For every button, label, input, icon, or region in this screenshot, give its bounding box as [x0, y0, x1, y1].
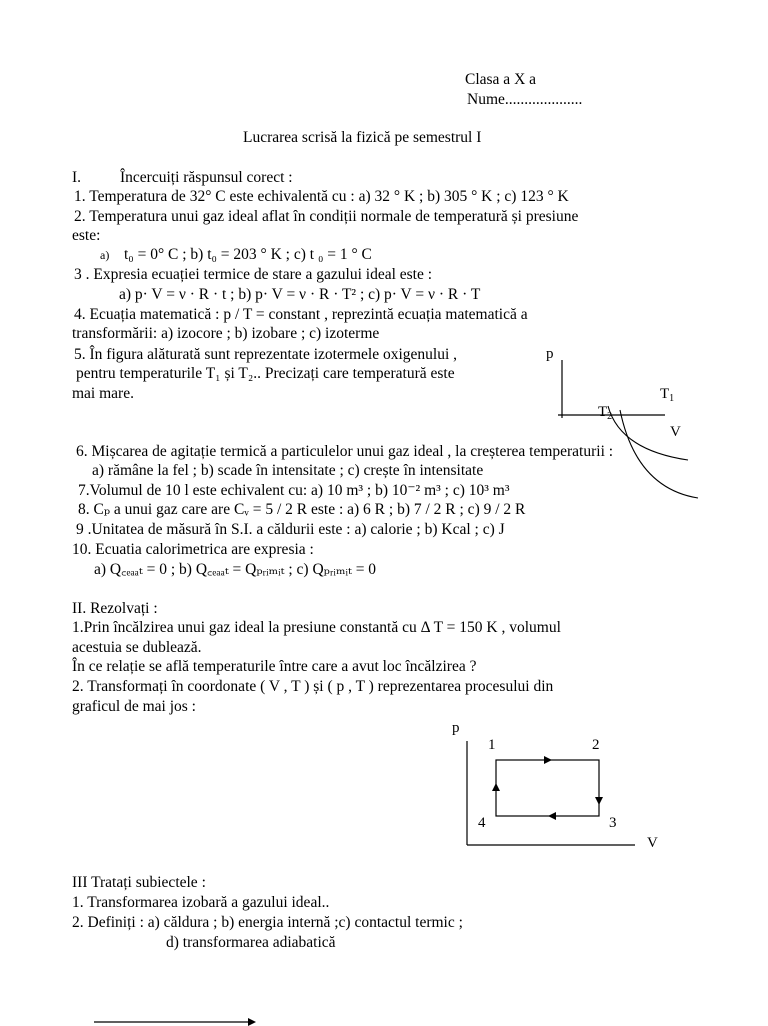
question-7: 7.Volumul de 10 l este echivalent cu: a) 10 m³ ; b) 10⁻² m³ ; c) 10³ m³	[78, 482, 510, 499]
question-5-line-2: pentru temperaturile T₁ și T₂.. Precizați care temperatură este	[76, 365, 455, 382]
question-2-line-2: este:	[72, 227, 101, 244]
fig2-p-axis-label: p	[452, 720, 460, 736]
point-1-label: 1	[488, 737, 496, 753]
point-4-label: 4	[478, 815, 486, 831]
name-label: Nume....................	[467, 91, 583, 108]
page-title: Lucrarea scrisă la fizică pe semestrul I	[243, 129, 482, 146]
class-label: Clasa a X a	[465, 71, 537, 88]
question-2-option-a: a)	[100, 248, 110, 262]
cycle-figure	[440, 715, 680, 855]
arrow-4-1	[492, 783, 500, 791]
question-4-line-2: transformării: a) izocore ; b) izobare ; c) izoterme	[72, 325, 380, 342]
fig1-t1-label: $T_1$	[660, 386, 675, 404]
question-9: 9 .Unitatea de măsură în S.I. a căldurii este : a) calorie ; b) Kcal ; c) J	[76, 521, 505, 538]
part1-heading: Încercuiți răspunsul corect :	[120, 169, 293, 186]
fig1-v-axis-label: V	[670, 424, 681, 440]
point-3-label: 3	[609, 815, 617, 831]
bottom-arrow	[90, 1014, 260, 1026]
isotherms-figure	[540, 340, 720, 500]
subject-2-continued: d) transformarea adiabatică	[166, 934, 336, 951]
question-2-line-1: 2. Temperatura unui gaz ideal aflat în condiții normale de temperatură și presiune	[74, 208, 579, 225]
subject-1: 1. Transformarea izobară a gazului ideal..	[72, 894, 330, 911]
problem-1-line-1: 1.Prin încălzirea unui gaz ideal la presiune constantă cu Δ T = 150 K , volumul	[72, 619, 561, 636]
part2-heading: II. Rezolvați :	[72, 600, 158, 617]
problem-1-line-3: În ce relație se află temperaturile între care a avut loc încălzirea ?	[72, 658, 477, 675]
question-6-line-1: 6. Mișcarea de agitație termică a particulelor unui gaz ideal , la creșterea temperaturii :	[76, 443, 614, 460]
cycle-path	[496, 760, 599, 816]
question-5-line-3: mai mare.	[72, 385, 134, 402]
question-2-options: t₀ = 0° C ; b) t₀ = 203 ° K ; c) t ₀ = 1 ° C	[124, 246, 372, 263]
problem-2-line-1: 2. Transformați în coordonate ( V , T ) și ( p , T ) reprezentarea procesului din	[72, 678, 554, 695]
point-2-label: 2	[592, 737, 600, 753]
fig1-t2-label: $T_2$	[598, 404, 613, 422]
part1-heading-num: I.	[72, 169, 82, 186]
question-8: 8. Cₚ a unui gaz care are Cᵥ = 5 / 2 R este : a) 6 R ; b) 7 / 2 R ; c) 9 / 2 R	[78, 501, 526, 518]
subject-2: 2. Definiți : a) căldura ; b) energia internă ;c) contactul termic ;	[72, 914, 463, 931]
fig1-p-axis-label: p	[546, 346, 554, 362]
question-6-line-2: a) rămâne la fel ; b) scade în intensitate ; c) crește în intensitate	[92, 462, 484, 479]
isotherm-t1	[620, 410, 698, 498]
question-1: 1. Temperatura de 32° C este echivalentă cu : a) 32 ° K ; b) 305 ° K ; c) 123 ° K	[74, 188, 569, 205]
problem-1-line-2: acestuia se dublează.	[72, 639, 202, 656]
part3-heading: III Tratați subiectele :	[72, 874, 206, 891]
arrow-3-4	[548, 812, 556, 820]
problem-2-line-2: graficul de mai jos :	[72, 698, 196, 715]
question-10-line-1: 10. Ecuatia calorimetrica are expresia :	[72, 541, 314, 558]
arrow-1-2	[544, 756, 552, 764]
arrow-2-3	[595, 797, 603, 805]
question-10-options: a) Q꜀ₑₐₐₜ = 0 ; b) Q꜀ₑₐₐₜ = Qₚᵣᵢₘᵢₜ ; c) Qₚᵣᵢₘᵢₜ = 0	[94, 561, 377, 578]
question-5-line-1: 5. În figura alăturată sunt reprezentate izotermele oxigenului ,	[74, 346, 458, 363]
question-4-line-1: 4. Ecuația matematică : p / T = constant , reprezintă ecuația matematică a	[74, 306, 528, 323]
question-3-options: a) p· V = ν · R · t ; b) p· V = ν · R · T² ; c) p· V = ν · R · T	[119, 286, 481, 303]
question-3-line-1: 3 . Expresia ecuației termice de stare a gazului ideal este :	[74, 266, 433, 283]
fig2-v-axis-label: V	[647, 835, 658, 851]
